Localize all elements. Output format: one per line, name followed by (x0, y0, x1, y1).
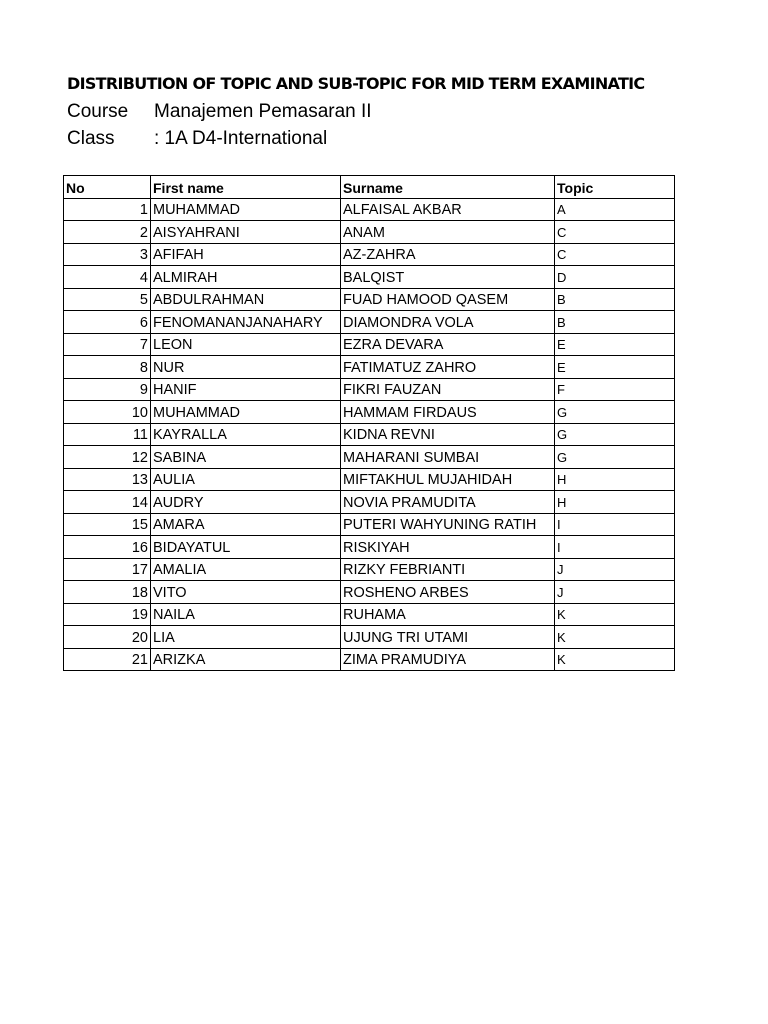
table-row (64, 356, 675, 379)
table-header-row (64, 176, 675, 199)
cell-first-name: AISYAHRANI (151, 221, 341, 244)
cell-topic: K (555, 603, 675, 626)
cell-surname: FATIMATUZ ZAHRO (341, 356, 555, 379)
cell-no: 12 (64, 446, 151, 469)
cell-no: 17 (64, 558, 151, 581)
cell-no: 3 (64, 243, 151, 266)
table-row (64, 581, 675, 604)
cell-topic: E (555, 333, 675, 356)
cell-no: 8 (64, 356, 151, 379)
cell-first-name: VITO (151, 581, 341, 604)
class-row (67, 127, 327, 151)
cell-topic: G (555, 423, 675, 446)
cell-surname: RUHAMA (341, 603, 555, 626)
cell-surname: BALQIST (341, 266, 555, 289)
cell-no: 9 (64, 378, 151, 401)
table-row (64, 558, 675, 581)
cell-no: 15 (64, 513, 151, 536)
header-topic: Topic (555, 176, 675, 199)
cell-first-name: ABDULRAHMAN (151, 288, 341, 311)
cell-no: 2 (64, 221, 151, 244)
cell-surname: KIDNA REVNI (341, 423, 555, 446)
cell-first-name: MUHAMMAD (151, 401, 341, 424)
cell-topic: C (555, 243, 675, 266)
cell-first-name: NUR (151, 356, 341, 379)
course-label: Course (67, 101, 129, 122)
cell-first-name: AFIFAH (151, 243, 341, 266)
header-first-name: First name (151, 176, 341, 199)
table-row (64, 288, 675, 311)
cell-topic: D (555, 266, 675, 289)
cell-no: 4 (64, 266, 151, 289)
table-row (64, 401, 675, 424)
cell-first-name: AULIA (151, 468, 341, 491)
cell-no: 6 (64, 311, 151, 334)
cell-topic: H (555, 491, 675, 514)
table-row (64, 468, 675, 491)
cell-first-name: FENOMANANJANAHARY (151, 311, 341, 334)
table-row (64, 423, 675, 446)
cell-first-name: BIDAYATUL (151, 536, 341, 559)
cell-surname: NOVIA PRAMUDITA (341, 491, 555, 514)
table-row (64, 513, 675, 536)
cell-no: 21 (64, 648, 151, 671)
cell-surname: AZ-ZAHRA (341, 243, 555, 266)
cell-first-name: MUHAMMAD (151, 198, 341, 221)
cell-no: 10 (64, 401, 151, 424)
cell-no: 18 (64, 581, 151, 604)
table-row (64, 221, 675, 244)
cell-surname: ZIMA PRAMUDIYA (341, 648, 555, 671)
cell-surname: PUTERI WAHYUNING RATIH (341, 513, 555, 536)
cell-no: 14 (64, 491, 151, 514)
distribution-table (63, 175, 675, 671)
cell-surname: EZRA DEVARA (341, 333, 555, 356)
cell-first-name: AUDRY (151, 491, 341, 514)
document-title: DISTRIBUTION OF TOPIC AND SUB-TOPIC FOR MID TERM EXAMINATIC (67, 74, 645, 93)
header-no: No (64, 176, 151, 199)
cell-topic: H (555, 468, 675, 491)
cell-surname: MIFTAKHUL MUJAHIDAH (341, 468, 555, 491)
class-value: : 1A D4-International (154, 128, 328, 149)
table-row (64, 626, 675, 649)
cell-topic: J (555, 581, 675, 604)
cell-topic: K (555, 648, 675, 671)
cell-first-name: LIA (151, 626, 341, 649)
header-surname: Surname (341, 176, 555, 199)
cell-topic: G (555, 446, 675, 469)
cell-surname: RISKIYAH (341, 536, 555, 559)
cell-surname: ANAM (341, 221, 555, 244)
table-row (64, 603, 675, 626)
table-row (64, 243, 675, 266)
cell-topic: B (555, 311, 675, 334)
table-row (64, 446, 675, 469)
cell-topic: A (555, 198, 675, 221)
table-row (64, 333, 675, 356)
course-value: Manajemen Pemasaran II (154, 101, 372, 122)
cell-no: 1 (64, 198, 151, 221)
table-row (64, 491, 675, 514)
table-row (64, 378, 675, 401)
cell-topic: F (555, 378, 675, 401)
cell-first-name: KAYRALLA (151, 423, 341, 446)
cell-first-name: NAILA (151, 603, 341, 626)
cell-topic: C (555, 221, 675, 244)
cell-no: 5 (64, 288, 151, 311)
cell-surname: ROSHENO ARBES (341, 581, 555, 604)
cell-surname: FIKRI FAUZAN (341, 378, 555, 401)
cell-no: 13 (64, 468, 151, 491)
cell-no: 16 (64, 536, 151, 559)
table-row (64, 648, 675, 671)
cell-topic: I (555, 536, 675, 559)
cell-first-name: SABINA (151, 446, 341, 469)
cell-first-name: AMALIA (151, 558, 341, 581)
table-row (64, 536, 675, 559)
cell-first-name: AMARA (151, 513, 341, 536)
table-row (64, 198, 675, 221)
cell-topic: G (555, 401, 675, 424)
cell-surname: FUAD HAMOOD QASEM (341, 288, 555, 311)
cell-no: 19 (64, 603, 151, 626)
cell-first-name: ARIZKA (151, 648, 341, 671)
cell-topic: J (555, 558, 675, 581)
table-row (64, 266, 675, 289)
cell-first-name: HANIF (151, 378, 341, 401)
cell-surname: MAHARANI SUMBAI (341, 446, 555, 469)
cell-surname: DIAMONDRA VOLA (341, 311, 555, 334)
cell-topic: K (555, 626, 675, 649)
cell-topic: I (555, 513, 675, 536)
cell-no: 7 (64, 333, 151, 356)
class-label: Class (67, 128, 115, 149)
table-row (64, 311, 675, 334)
cell-topic: B (555, 288, 675, 311)
cell-no: 11 (64, 423, 151, 446)
cell-first-name: ALMIRAH (151, 266, 341, 289)
cell-surname: UJUNG TRI UTAMI (341, 626, 555, 649)
cell-no: 20 (64, 626, 151, 649)
cell-topic: E (555, 356, 675, 379)
course-row (67, 100, 372, 124)
cell-surname: RIZKY FEBRIANTI (341, 558, 555, 581)
cell-surname: ALFAISAL AKBAR (341, 198, 555, 221)
cell-surname: HAMMAM FIRDAUS (341, 401, 555, 424)
cell-first-name: LEON (151, 333, 341, 356)
